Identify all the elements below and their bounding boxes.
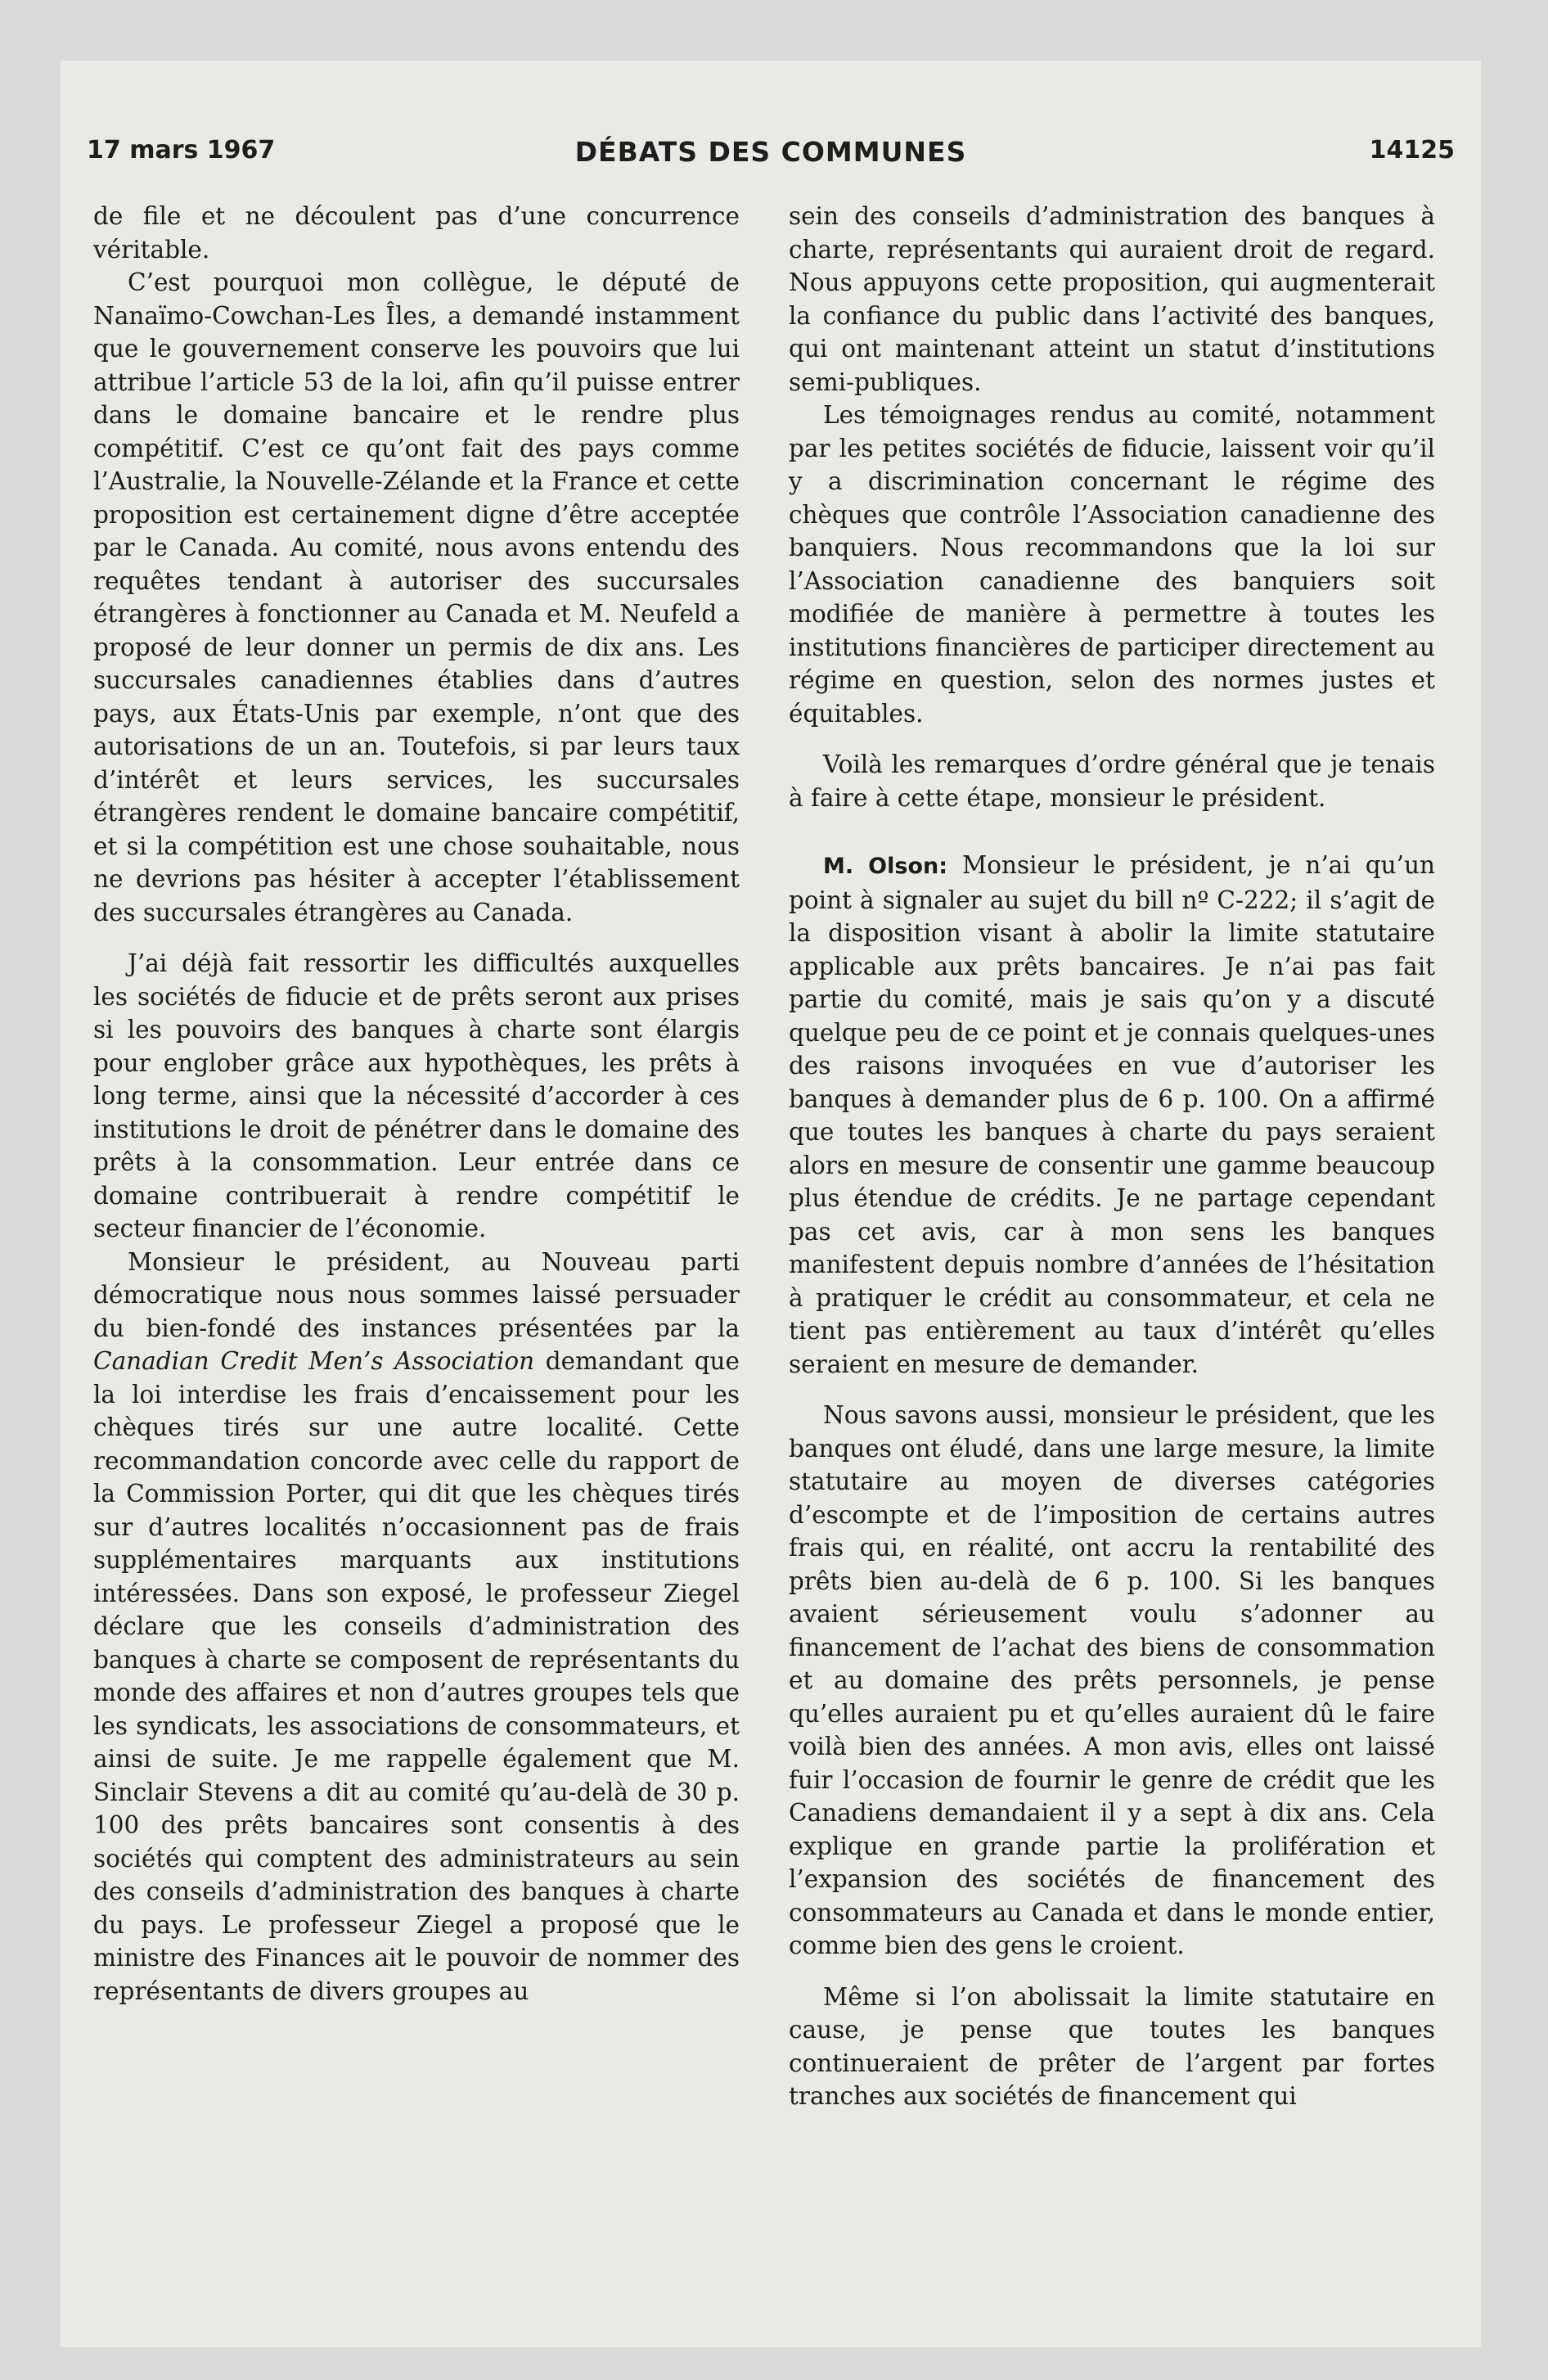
- header-date: 17 mars 1967: [87, 136, 276, 165]
- paragraph: J’ai déjà fait ressortir les difficultés auxquelles les sociétés de fiducie et de prêts seront aux prises si les pouvoirs des banques à charte sont élargis pour englober grâce aux hypothèques, les prêts à long terme, ainsi que la nécessité d’accorder à ces institutions le droit de pénétrer dans le domaine des prêts à la consommation. Leur entrée dans ce domaine contribuerait à rendre compétitif le secteur financier de l’économie.: [93, 949, 740, 1242]
- paragraph: sein des conseils d’administration des banques à charte, représentants qui auraient droit de regard. Nous appuyons cette proposition, qui augmenterait la confiance du public dans l’activité des banques, qui ont maintenant atteint un statut d’institutions semi-publiques.: [789, 202, 1435, 396]
- paragraph: Voilà les remarques d’ordre général que je tenais à faire à cette étape, monsieur le président.: [789, 751, 1435, 812]
- header-page-number: 14125: [1369, 136, 1455, 165]
- document-page: [61, 61, 1481, 2347]
- italic-association-name: Canadian Credit Men’s Association: [93, 1347, 535, 1375]
- paragraph: Nous savons aussi, monsieur le président, que les banques ont éludé, dans une large mesure, la limite statutaire au moyen de diverses catégories d’escompte et de l’imposition de certains autres frais qui, en réalité, ont accru la rentabilité des prêts bien au-delà de 6 p. 100. Si les banques avaient sérieusement voulu s’adonner au financement de l’achat des biens de consommation et au domaine des prêts personnels, je pense qu’elles auraient pu et qu’elles auraient dû le faire voilà bien des années. A mon avis, elles ont laissé fuir l’occasion de fournir le genre de crédit que les Canadiens demandaient il y a sept à dix ans. Cela explique en grande partie la prolifération et l’expansion des sociétés de financement des consommateurs au Canada et dans le monde entier, comme bien des gens le croient.: [789, 1401, 1435, 1959]
- speaker-name: M. Olson:: [823, 854, 948, 879]
- right-column: [789, 200, 1435, 2113]
- paragraph: Même si l’on abolissait la limite statutaire en cause, je pense que toutes les banques continueraient de prêter de l’argent par fortes tranches aux sociétés de financement qui: [789, 1982, 1435, 2110]
- speech-text: Monsieur le président, je n’ai qu’un point à signaler au sujet du bill nº C-222; il s’agit de la disposition visant à abolir la limite statutaire applicable aux prêts bancaires. Je n’ai pas fait partie du comité, mais je sais qu’on y a discuté quelque peu de ce point et je connais quelques-unes des raisons invoquées en vue d’autoriser les banques à demander plus de 6 p. 100. On a affirmé que toutes les banques à charte du pays seraient alors en mesure de consentir une gamme beaucoup plus étendue de crédits. Je ne partage cependant pas cet avis, car à mon sens les banques manifestent depuis nombre d’années de l’hésitation à pratiquer le crédit au consommateur, et cela ne tient pas entièrement au taux d’intérêt qu’elles seraient en mesure de demander.: [789, 851, 1436, 1378]
- paragraph: [93, 1246, 740, 2008]
- header-title: DÉBATS DES COMMUNES: [574, 136, 967, 168]
- speech-paragraph: [789, 849, 1435, 1381]
- paragraph-text: demandant que la loi interdise les frais d’encaissement pour les chèques tirés sur une autre localité. Cette recommandation concorde avec celle du rapport de la Commission Porter, qui dit que les chèques tirés sur d’autres localités n’occasionnent pas de frais supplémentaires marquants aux institutions intéressées. Dans son exposé, le professeur Ziegel déclare que les conseils d’administration des banques à charte se composent de représentants du monde des affaires et non d’autres groupes tels que les syndicats, les associations de consommateurs, et ainsi de suite. Je me rappelle également que M. Sinclair Stevens a dit au comité qu’au-delà de 30 p. 100 des prêts bancaires sont consentis à des sociétés qui comptent des administrateurs au sein des conseils d’administration des banques à charte du pays. Le professeur Ziegel a proposé que le ministre des Finances ait le pouvoir de nommer des représentants de divers groupes au: [93, 1347, 740, 2005]
- paragraph: de file et ne découlent pas d’une concurrence véritable.: [93, 202, 740, 264]
- paragraph-text: Monsieur le président, au Nouveau parti démocratique nous nous sommes laissé persuader du bien-fondé des instances présentées par la: [93, 1247, 740, 1342]
- paragraph: Les témoignages rendus au comité, notamment par les petites sociétés de fiducie, laissent voir qu’il y a discrimination concernant le régime des chèques que contrôle l’Association canadienne des banquiers. Nous recommandons que la loi sur l’Association canadienne des banquiers soit modifiée de manière à permettre à toutes les institutions financières de participer directement au régime en question, selon des normes justes et équitables.: [789, 401, 1435, 728]
- left-column: [93, 200, 740, 2008]
- page-header: [87, 136, 1455, 182]
- paragraph: C’est pourquoi mon collègue, le député de Nanaïmo-Cowchan-Les Îles, a demandé instamment que le gouvernement conserve les pouvoirs que lui attribue l’article 53 de la loi, afin qu’il puisse entrer dans le domaine bancaire et le rendre plus compétitif. C’est ce qu’ont fait des pays comme l’Australie, la Nouvelle-Zélande et la France et cette proposition est certainement digne d’être acceptée par le Canada. Au comité, nous avons entendu des requêtes tendant à autoriser des succursales étrangères à fonctionner au Canada et M. Neufeld a proposé de leur donner un permis de dix ans. Les succursales canadiennes établies dans d’autres pays, aux États-Unis par exemple, n’ont que des autorisations de un an. Toutefois, si par leurs taux d’intérêt et leurs services, les succursales étrangères rendent le domaine bancaire compétitif, et si la compétition est une chose souhaitable, nous ne devrions pas hésiter à accepter l’établissement des succursales étrangères au Canada.: [93, 268, 740, 926]
